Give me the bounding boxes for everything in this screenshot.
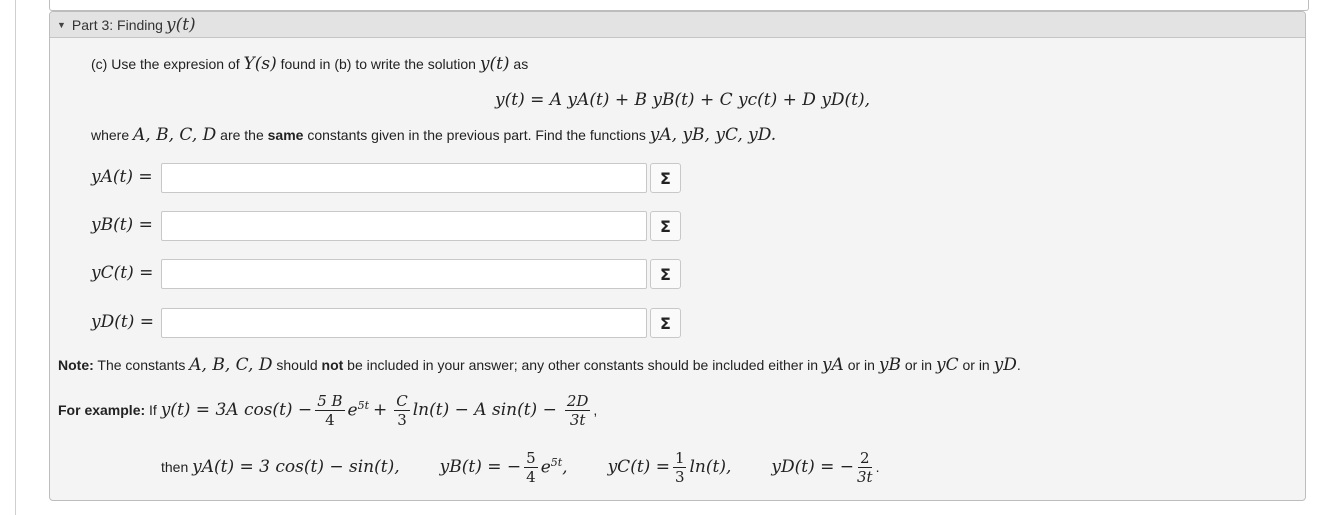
then-math-yD: yD(t) = −	[771, 457, 855, 477]
example-text: If	[145, 402, 161, 418]
left-border	[15, 0, 16, 515]
then-text: then	[161, 459, 193, 475]
previous-panel-edge	[49, 0, 1309, 11]
panel-header-toggle[interactable]	[50, 12, 1305, 38]
frac-num: 2D	[566, 391, 589, 410]
label-yA: yA(t) =	[91, 167, 153, 187]
label-yD: yD(t) =	[91, 312, 154, 332]
frac-num: C	[396, 391, 408, 410]
example-math-mid: ln(t) − A sin(t) −	[412, 400, 557, 420]
note-math-yA: yA	[821, 355, 844, 375]
label-yC: yC(t) =	[91, 263, 154, 283]
sigma-button-yA[interactable]: Σ	[650, 163, 681, 193]
then-math-yA: yA(t) = 3 cos(t) − sin(t),	[192, 457, 400, 477]
intro-text: (c) Use the expresion of	[91, 56, 244, 72]
then-math-ln: ln(t),	[689, 457, 732, 477]
frac-den: 3	[397, 410, 407, 429]
sigma-button-yD[interactable]: Σ	[650, 308, 681, 338]
where-text: constants given in the previous part. Find the functions	[303, 127, 650, 143]
intro-math-yt: y(t)	[479, 54, 510, 74]
note-text: or in	[900, 357, 936, 373]
where-text: are the	[216, 127, 268, 143]
then-math-yC: yC(t) =	[607, 457, 670, 477]
note-text: .	[1016, 357, 1021, 373]
example-plus: +	[373, 400, 388, 420]
yB-input[interactable]	[161, 211, 647, 241]
yD-input[interactable]	[161, 308, 647, 338]
exp-base: e	[540, 457, 551, 478]
then-line	[161, 447, 879, 487]
example-fraction-5B-4	[315, 392, 344, 429]
intro-math-Ys: Y(s)	[243, 54, 277, 74]
then-math-yB: yB(t) = −	[439, 457, 522, 477]
frac-den: 4	[526, 467, 536, 486]
note-text: be included in your answer; any other constants should be included either in	[343, 357, 822, 373]
yC-input[interactable]	[161, 259, 647, 289]
then-period: .	[875, 459, 880, 475]
note-text: The constants	[93, 357, 190, 373]
frac-den: 3	[674, 467, 685, 486]
intro-line	[91, 54, 528, 74]
frac-num: 2	[860, 448, 870, 467]
panel-title: Part 3: Finding	[71, 16, 163, 33]
exp-base: e	[347, 400, 358, 421]
example-comma: ,	[593, 402, 598, 418]
then-exp	[541, 456, 568, 478]
where-text: where	[91, 127, 134, 143]
note-line	[58, 355, 1021, 375]
exp-sup: 5t	[550, 456, 563, 470]
note-math-yC: yC	[935, 355, 959, 375]
label-yB: yB(t) =	[91, 215, 153, 235]
frac-den: 4	[325, 410, 335, 429]
yA-input[interactable]	[161, 163, 647, 193]
note-label: Note:	[58, 357, 94, 373]
intro-text: as	[509, 56, 529, 72]
then-comma: ,	[562, 457, 568, 478]
example-fraction-C-3	[394, 392, 409, 429]
sigma-button-yB[interactable]: Σ	[650, 211, 681, 241]
where-math-constants: A, B, C, D	[133, 125, 217, 145]
then-fraction-2-3t	[857, 449, 873, 486]
note-text: or in	[843, 357, 879, 373]
example-fraction-2D-3t	[565, 392, 591, 429]
note-math-yD: yD	[993, 355, 1017, 375]
where-bold: same	[267, 127, 304, 143]
where-math-functions: yA, yB, yC, yD.	[649, 125, 777, 145]
solution-equation: y(t) = A yA(t) + B yB(t) + C yc(t) + D yD(t),	[495, 90, 871, 110]
example-label: For example:	[58, 402, 146, 418]
frac-num: 5 B	[317, 391, 343, 410]
then-fraction-5-4	[524, 449, 538, 486]
example-exp-1	[348, 399, 369, 421]
note-text: should	[272, 357, 322, 373]
where-line	[91, 125, 776, 145]
panel-title-math: y(t)	[165, 14, 196, 35]
frac-num: 1	[674, 448, 685, 467]
frac-num: 5	[526, 448, 536, 467]
frac-den: 3t	[569, 410, 586, 429]
then-fraction-1-3	[673, 449, 687, 486]
collapse-triangle-icon[interactable]: ▼	[57, 19, 66, 30]
frac-den: 3t	[857, 467, 873, 486]
exp-sup: 5t	[357, 399, 370, 413]
note-text: or in	[958, 357, 994, 373]
example-math-lhs: y(t) = 3A cos(t) −	[160, 400, 313, 420]
note-bold: not	[321, 357, 344, 373]
sigma-button-yC[interactable]: Σ	[650, 259, 681, 289]
intro-text: found in (b) to write the solution	[276, 56, 480, 72]
note-math-yB: yB	[878, 355, 901, 375]
example-line	[58, 390, 597, 430]
note-math-constants: A, B, C, D	[189, 355, 273, 375]
